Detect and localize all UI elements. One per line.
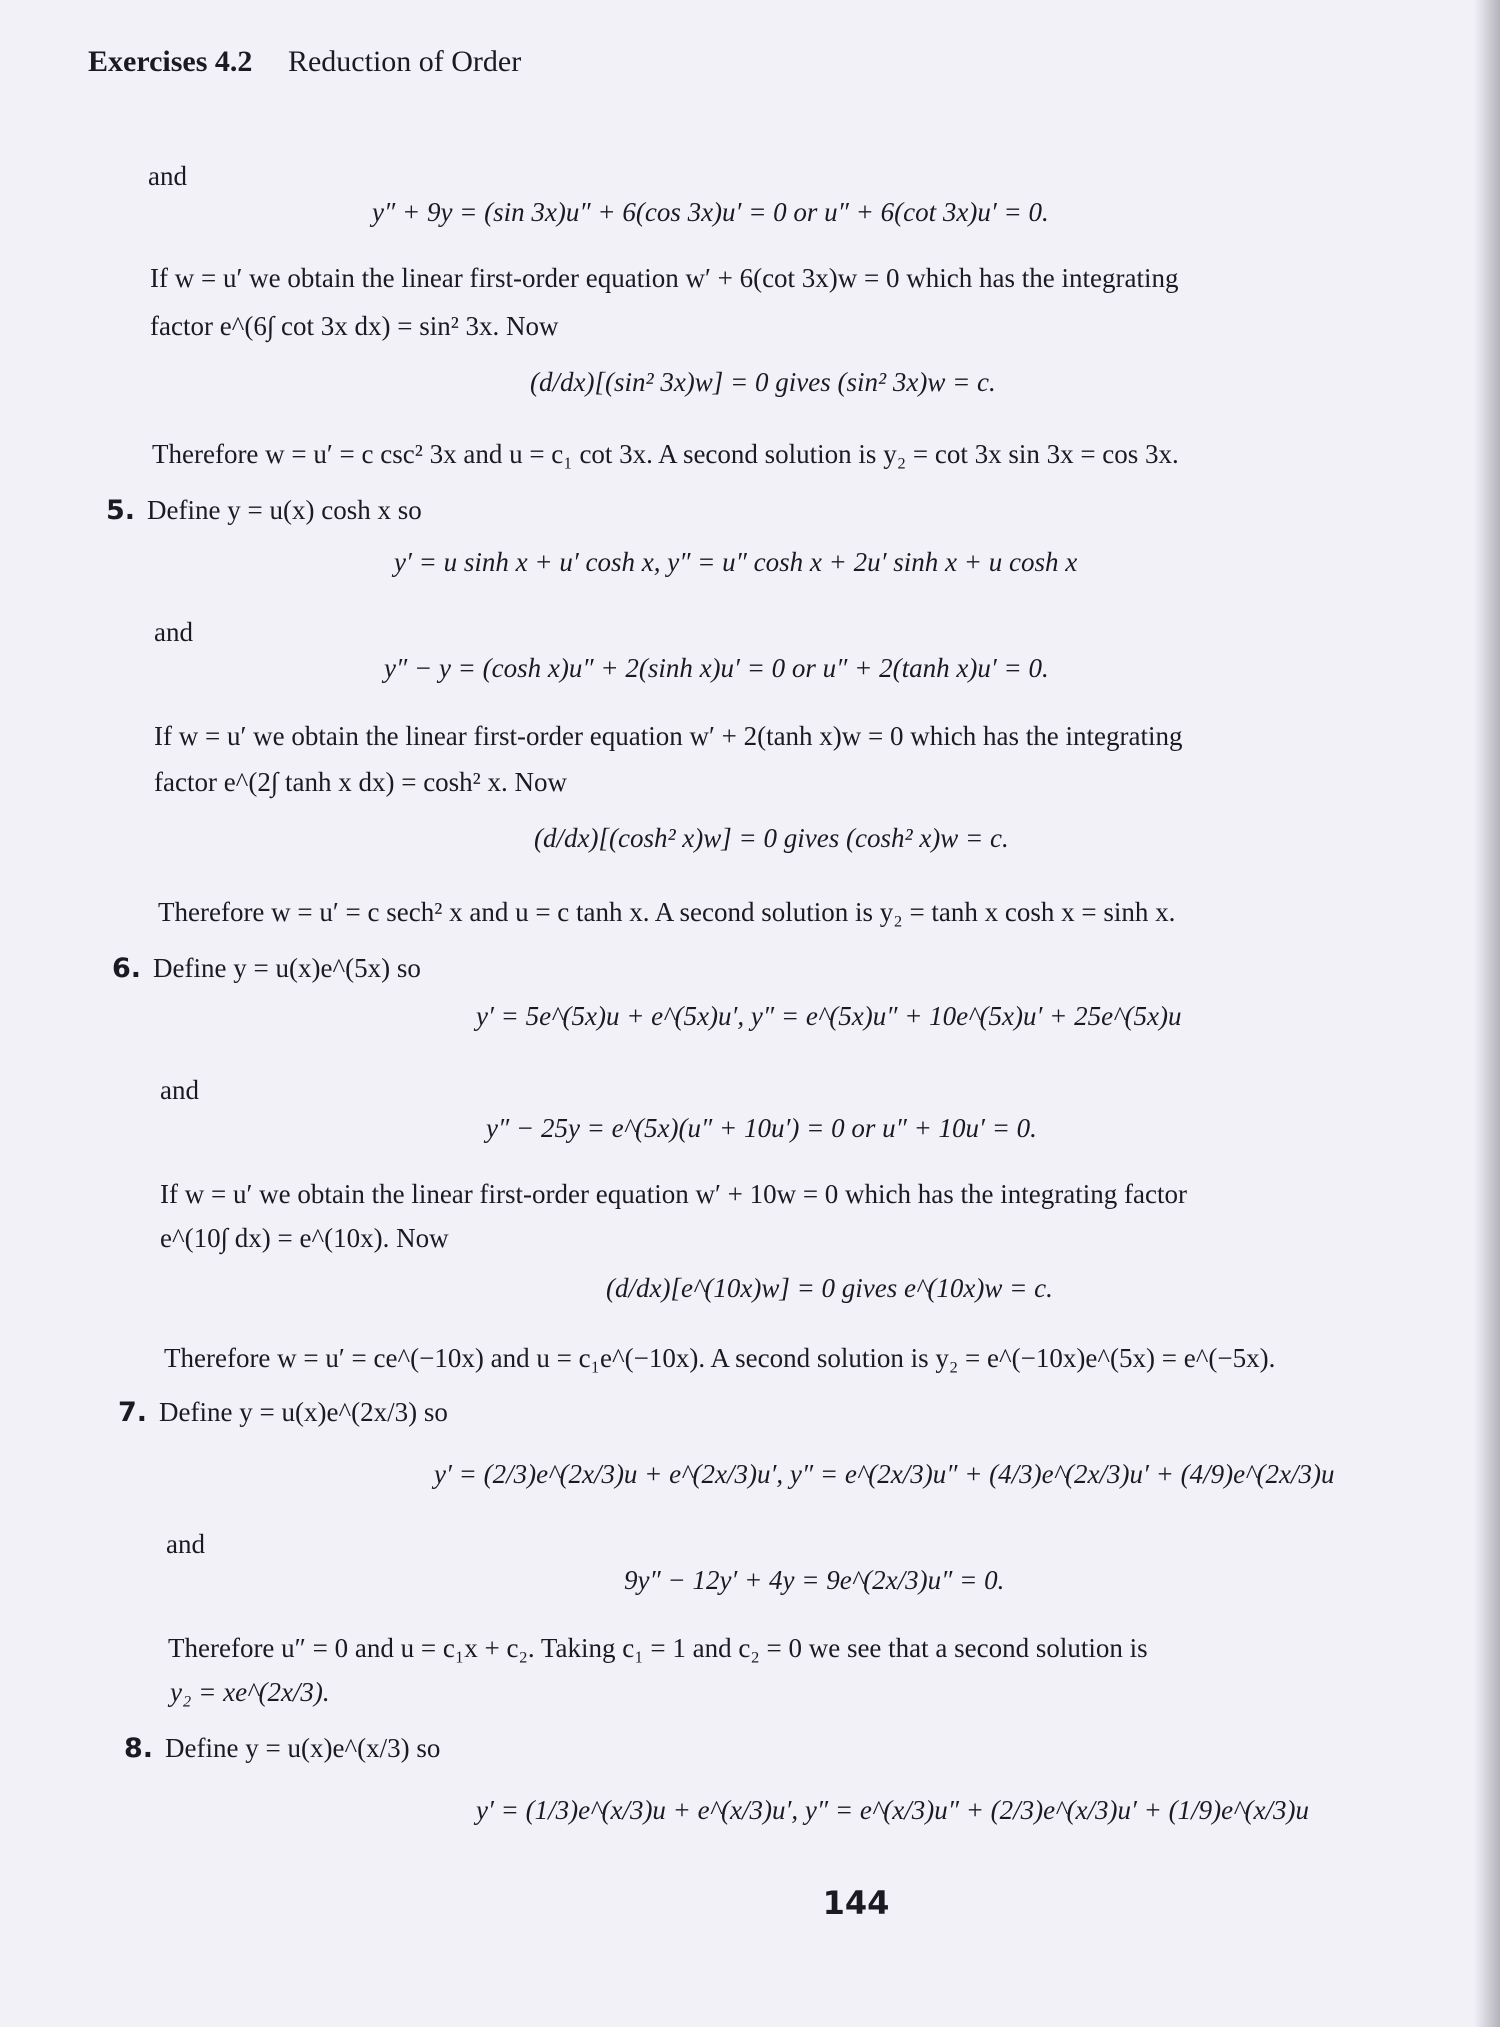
problem-7 xyxy=(118,1396,448,1429)
equation: y′ = 5e^(5x)u + e^(5x)u′, y″ = e^(5x)u″ + 10e^(5x)u′ + 25e^(5x)u xyxy=(476,1001,1182,1031)
text-line: and xyxy=(148,161,187,191)
text-line: and xyxy=(160,1075,199,1105)
text-line: and xyxy=(154,617,193,647)
equation: y″ + 9y = (sin 3x)u″ + 6(cos 3x)u′ = 0 or u″ + 6(cot 3x)u′ = 0. xyxy=(372,197,1049,227)
page-header xyxy=(88,44,521,79)
equation: (d/dx)[e^(10x)w] = 0 gives e^(10x)w = c. xyxy=(606,1273,1053,1303)
equation: y′ = u sinh x + u′ cosh x, y″ = u″ cosh x + 2u′ sinh x + u cosh x xyxy=(394,547,1078,577)
equation: y₂ = xe^(2x/3). xyxy=(170,1677,330,1707)
problem-6 xyxy=(112,952,421,985)
problem-5 xyxy=(106,494,422,527)
problem-number: 5. xyxy=(106,495,136,526)
text-line: factor e^(2∫ tanh x dx) = cosh² x. Now xyxy=(154,767,568,797)
problem-text: Define y = u(x)e^(x/3) so xyxy=(165,1733,441,1763)
text-line: Therefore w = u′ = ce^(−10x) and u = c₁e^(−10x). A second solution is y₂ = e^(−10x)e^(5x) = e^(−5x). xyxy=(164,1343,1276,1373)
text-line: Therefore u″ = 0 and u = c₁x + c₂. Taking c₁ = 1 and c₂ = 0 we see that a second solution is xyxy=(168,1633,1148,1663)
text-line: If w = u′ we obtain the linear first-order equation w′ + 6(cot 3x)w = 0 which has the integrating xyxy=(150,263,1179,293)
page-edge-shadow xyxy=(1474,0,1500,2027)
problem-number: 7. xyxy=(118,1397,148,1428)
text-line: Therefore w = u′ = c sech² x and u = c tanh x. A second solution is y₂ = tanh x cosh x = sinh x. xyxy=(158,897,1176,927)
text-line: and xyxy=(166,1529,205,1559)
section-label: Exercises 4.2 xyxy=(88,45,253,78)
problem-text: Define y = u(x) cosh x so xyxy=(147,495,422,525)
page-number: 144 xyxy=(822,1884,890,1922)
problem-8 xyxy=(124,1732,440,1765)
problem-number: 6. xyxy=(112,953,142,984)
problem-text: Define y = u(x)e^(5x) so xyxy=(153,953,421,983)
section-title: Reduction of Order xyxy=(287,45,522,78)
equation: y″ − y = (cosh x)u″ + 2(sinh x)u′ = 0 or u″ + 2(tanh x)u′ = 0. xyxy=(384,653,1049,683)
equation: y′ = (2/3)e^(2x/3)u + e^(2x/3)u′, y″ = e^(2x/3)u″ + (4/3)e^(2x/3)u′ + (4/9)e^(2x/3)u xyxy=(434,1459,1335,1489)
text-line: e^(10∫ dx) = e^(10x). Now xyxy=(160,1223,449,1253)
equation: y″ − 25y = e^(5x)(u″ + 10u′) = 0 or u″ + 10u′ = 0. xyxy=(486,1113,1037,1143)
equation: 9y″ − 12y′ + 4y = 9e^(2x/3)u″ = 0. xyxy=(624,1565,1005,1595)
equation: (d/dx)[(cosh² x)w] = 0 gives (cosh² x)w = c. xyxy=(534,823,1009,853)
equation: y′ = (1/3)e^(x/3)u + e^(x/3)u′, y″ = e^(x/3)u″ + (2/3)e^(x/3)u′ + (1/9)e^(x/3)u xyxy=(476,1795,1309,1825)
text-line: factor e^(6∫ cot 3x dx) = sin² 3x. Now xyxy=(150,311,559,341)
equation: (d/dx)[(sin² 3x)w] = 0 gives (sin² 3x)w = c. xyxy=(530,367,996,397)
problem-number: 8. xyxy=(124,1733,154,1764)
text-line: If w = u′ we obtain the linear first-order equation w′ + 10w = 0 which has the integrating factor xyxy=(160,1179,1187,1209)
problem-text: Define y = u(x)e^(2x/3) so xyxy=(159,1397,448,1427)
text-line: If w = u′ we obtain the linear first-order equation w′ + 2(tanh x)w = 0 which has the integrating xyxy=(154,721,1183,751)
text-line: Therefore w = u′ = c csc² 3x and u = c₁ cot 3x. A second solution is y₂ = cot 3x sin 3x = cos 3x. xyxy=(152,439,1179,469)
